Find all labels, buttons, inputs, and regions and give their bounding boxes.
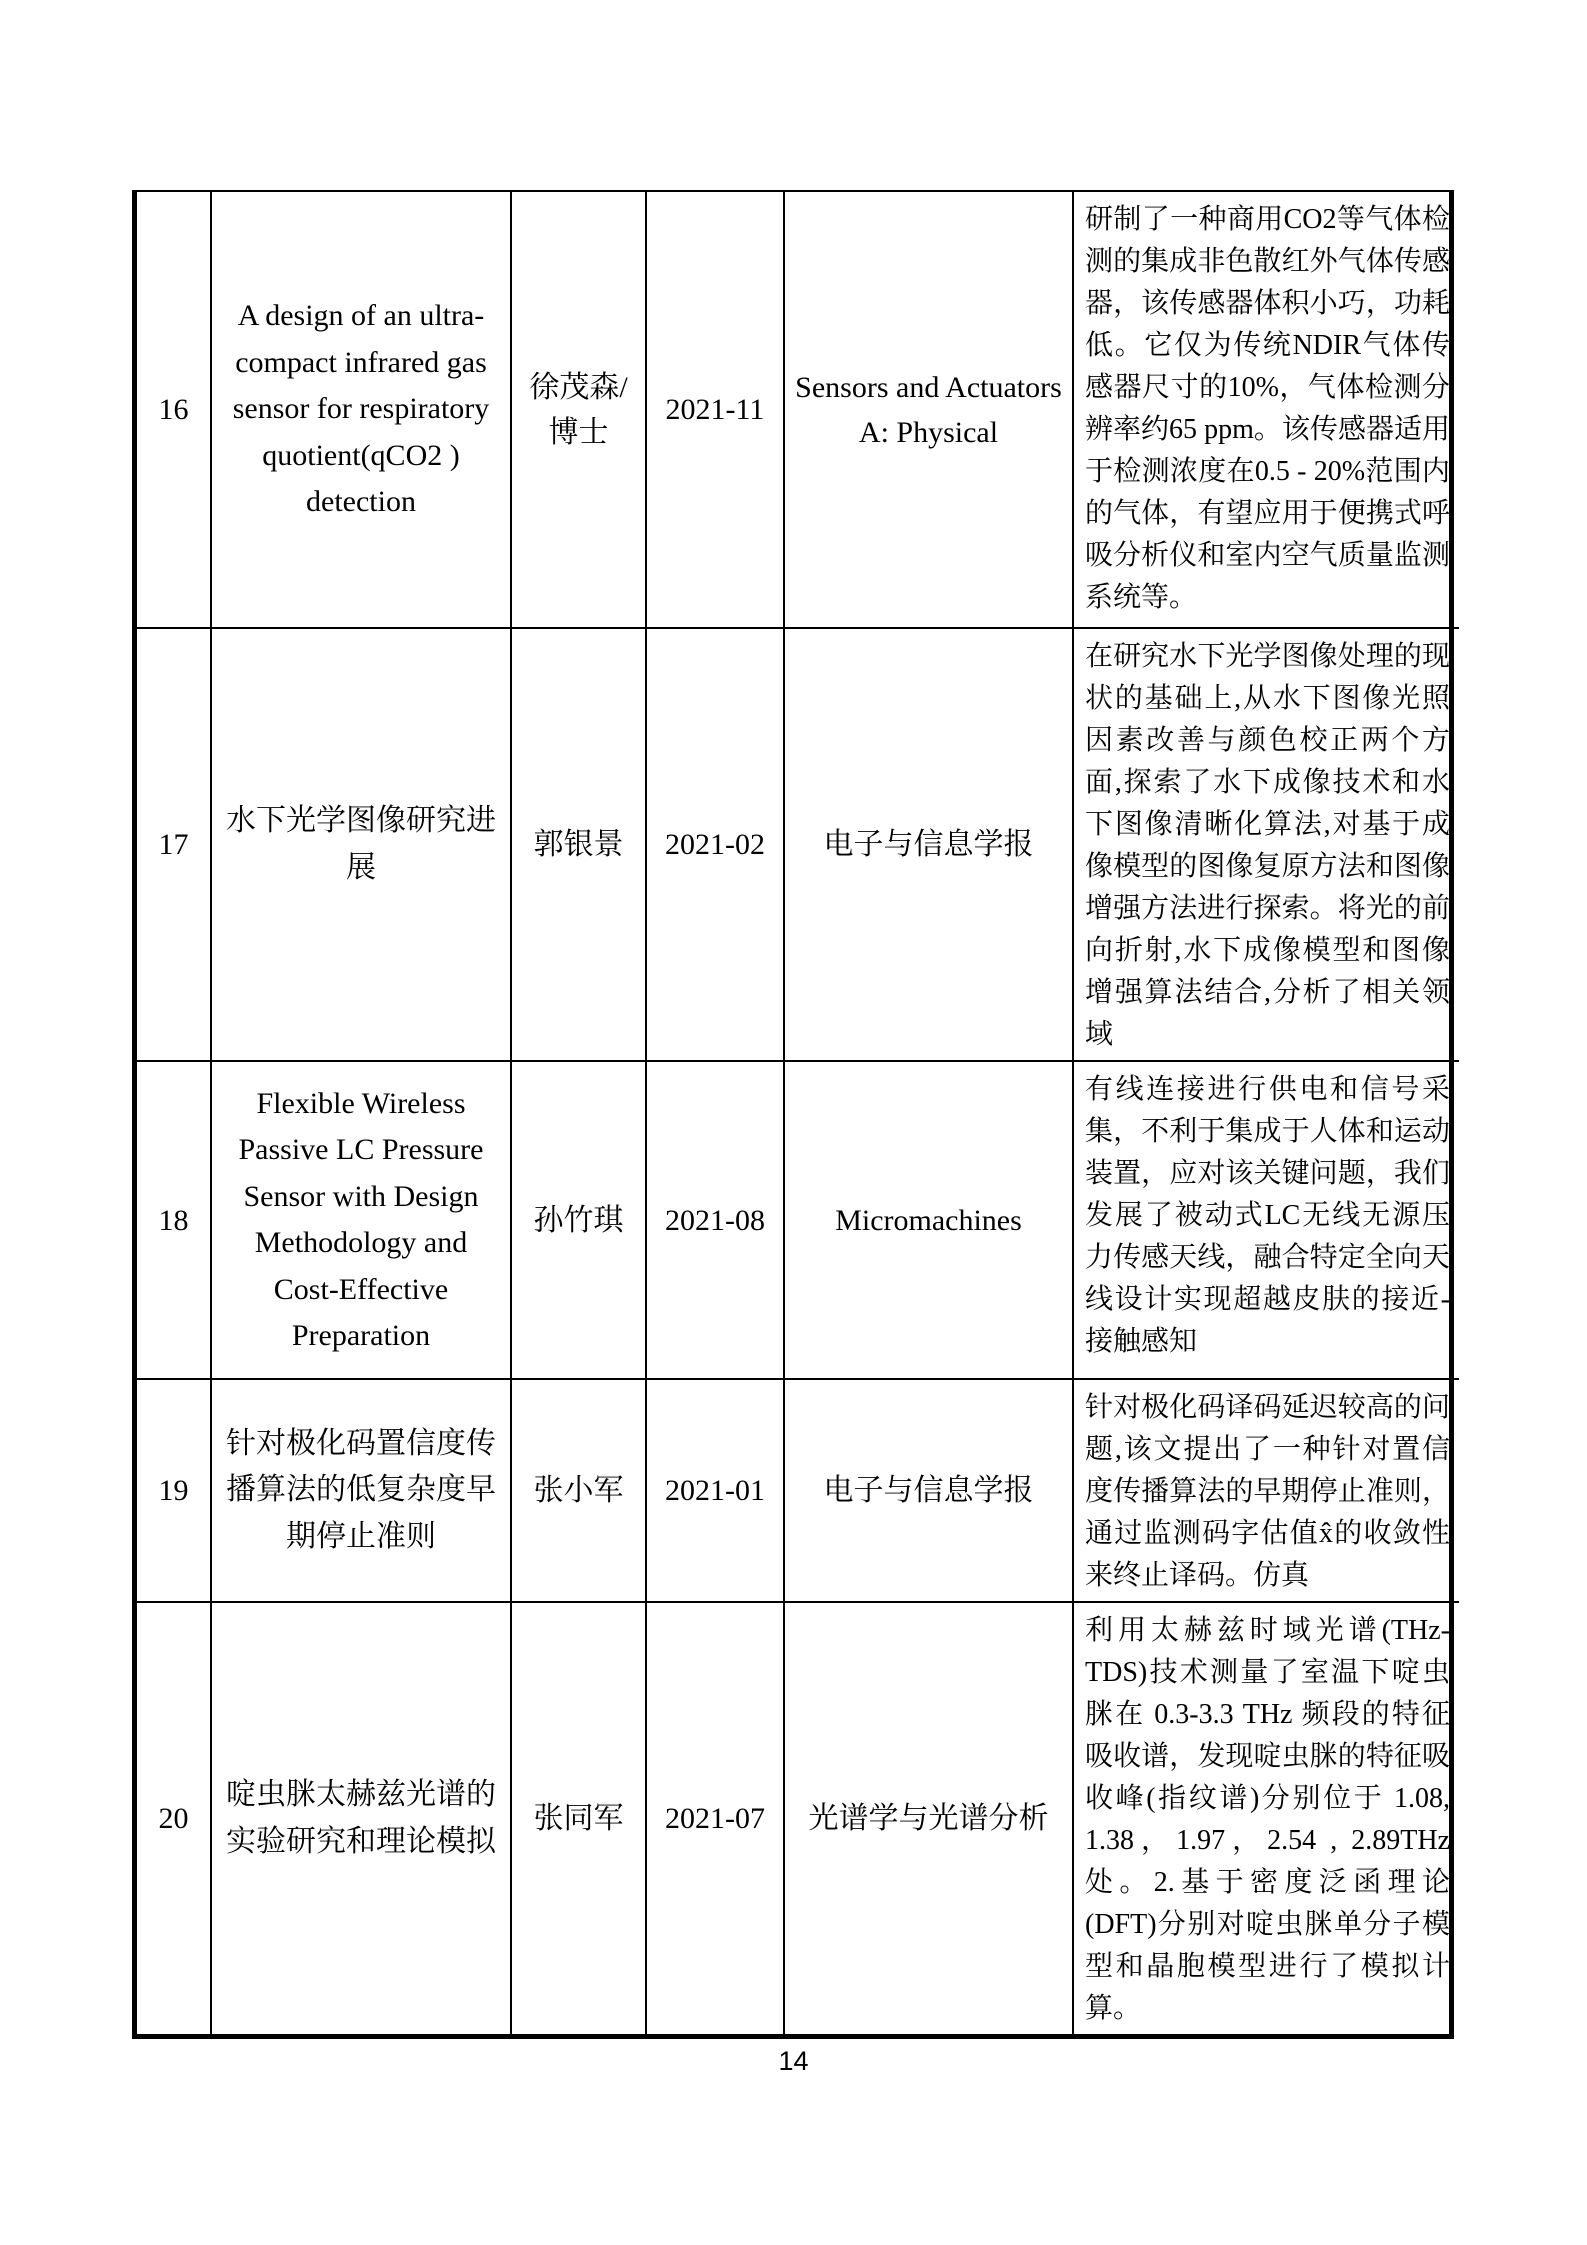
author-name: 孙竹琪 [511, 1061, 646, 1379]
paper-title: 啶虫脒太赫兹光谱的实验研究和理论模拟 [211, 1602, 511, 2034]
table-row [137, 628, 1459, 1061]
journal-name: 光谱学与光谱分析 [784, 1602, 1073, 2034]
publish-date: 2021-11 [646, 192, 784, 628]
row-index: 19 [137, 1379, 211, 1602]
page-number: 14 [778, 2046, 809, 2076]
paper-summary: 有线连接进行供电和信号采集，不利于集成于人体和运动装置，应对该关键问题，我们发展了被动式LC无线无源压力传感天线，融合特定全向天线设计实现超越皮肤的接近-接触感知 [1073, 1061, 1459, 1379]
row-index: 20 [137, 1602, 211, 2034]
publications-table-grid [137, 192, 1459, 2034]
paper-title: 针对极化码置信度传播算法的低复杂度早期停止准则 [211, 1379, 511, 1602]
table-row [137, 1061, 1459, 1379]
journal-name: Sensors and Actuators A: Physical [784, 192, 1073, 628]
publish-date: 2021-01 [646, 1379, 784, 1602]
row-index: 17 [137, 628, 211, 1061]
publications-table [132, 190, 1454, 2039]
paper-summary: 利用太赫兹时域光谱(THz-TDS)技术测量了室温下啶虫脒在 0.3-3.3 THz 频段的特征吸收谱，发现啶虫脒的特征吸收峰(指纹谱)分别位于 1.08, 1.38，1.97，2.54 , 2.89THz 处。2.基于密度泛函理论(DFT)分别对啶虫脒单分子模型和晶胞模型进行了模拟计算。 [1073, 1602, 1459, 2034]
journal-name: 电子与信息学报 [784, 1379, 1073, 1602]
journal-name: Micromachines [784, 1061, 1073, 1379]
paper-summary: 在研究水下光学图像处理的现状的基础上,从水下图像光照因素改善与颜色校正两个方面,探索了水下成像技术和水下图像清晰化算法,对基于成像模型的图像复原方法和图像增强方法进行探索。将光的前向折射,水下成像模型和图像增强算法结合,分析了相关领域 [1073, 628, 1459, 1061]
row-index: 16 [137, 192, 211, 628]
row-index: 18 [137, 1061, 211, 1379]
publish-date: 2021-07 [646, 1602, 784, 2034]
author-name: 郭银景 [511, 628, 646, 1061]
author-name: 张小军 [511, 1379, 646, 1602]
paper-summary: 针对极化码译码延迟较高的问题,该文提出了一种针对置信度传播算法的早期停止准则，通过监测码字估值x̂的收敛性来终止译码。仿真 [1073, 1379, 1459, 1602]
paper-summary: 研制了一种商用CO2等气体检测的集成非色散红外气体传感器，该传感器体积小巧，功耗低。它仅为传统NDIR气体传感器尺寸的10%，气体检测分辨率约65 ppm。该传感器适用于检测浓度在0.5 - 20%范围内的气体，有望应用于便携式呼吸分析仪和室内空气质量监测系统等。 [1073, 192, 1459, 628]
author-name: 徐茂森/博士 [511, 192, 646, 628]
table-row [137, 1602, 1459, 2034]
publish-date: 2021-08 [646, 1061, 784, 1379]
paper-title: A design of an ultra-compact infrared gas sensor for respiratory quotient(qCO2 ) detection [211, 192, 511, 628]
paper-title: Flexible Wireless Passive LC Pressure Sensor with Design Methodology and Cost-Effective Preparation [211, 1061, 511, 1379]
table-row [137, 192, 1459, 628]
publish-date: 2021-02 [646, 628, 784, 1061]
author-name: 张同军 [511, 1602, 646, 2034]
journal-name: 电子与信息学报 [784, 628, 1073, 1061]
paper-title: 水下光学图像研究进展 [211, 628, 511, 1061]
table-row [137, 1379, 1459, 1602]
